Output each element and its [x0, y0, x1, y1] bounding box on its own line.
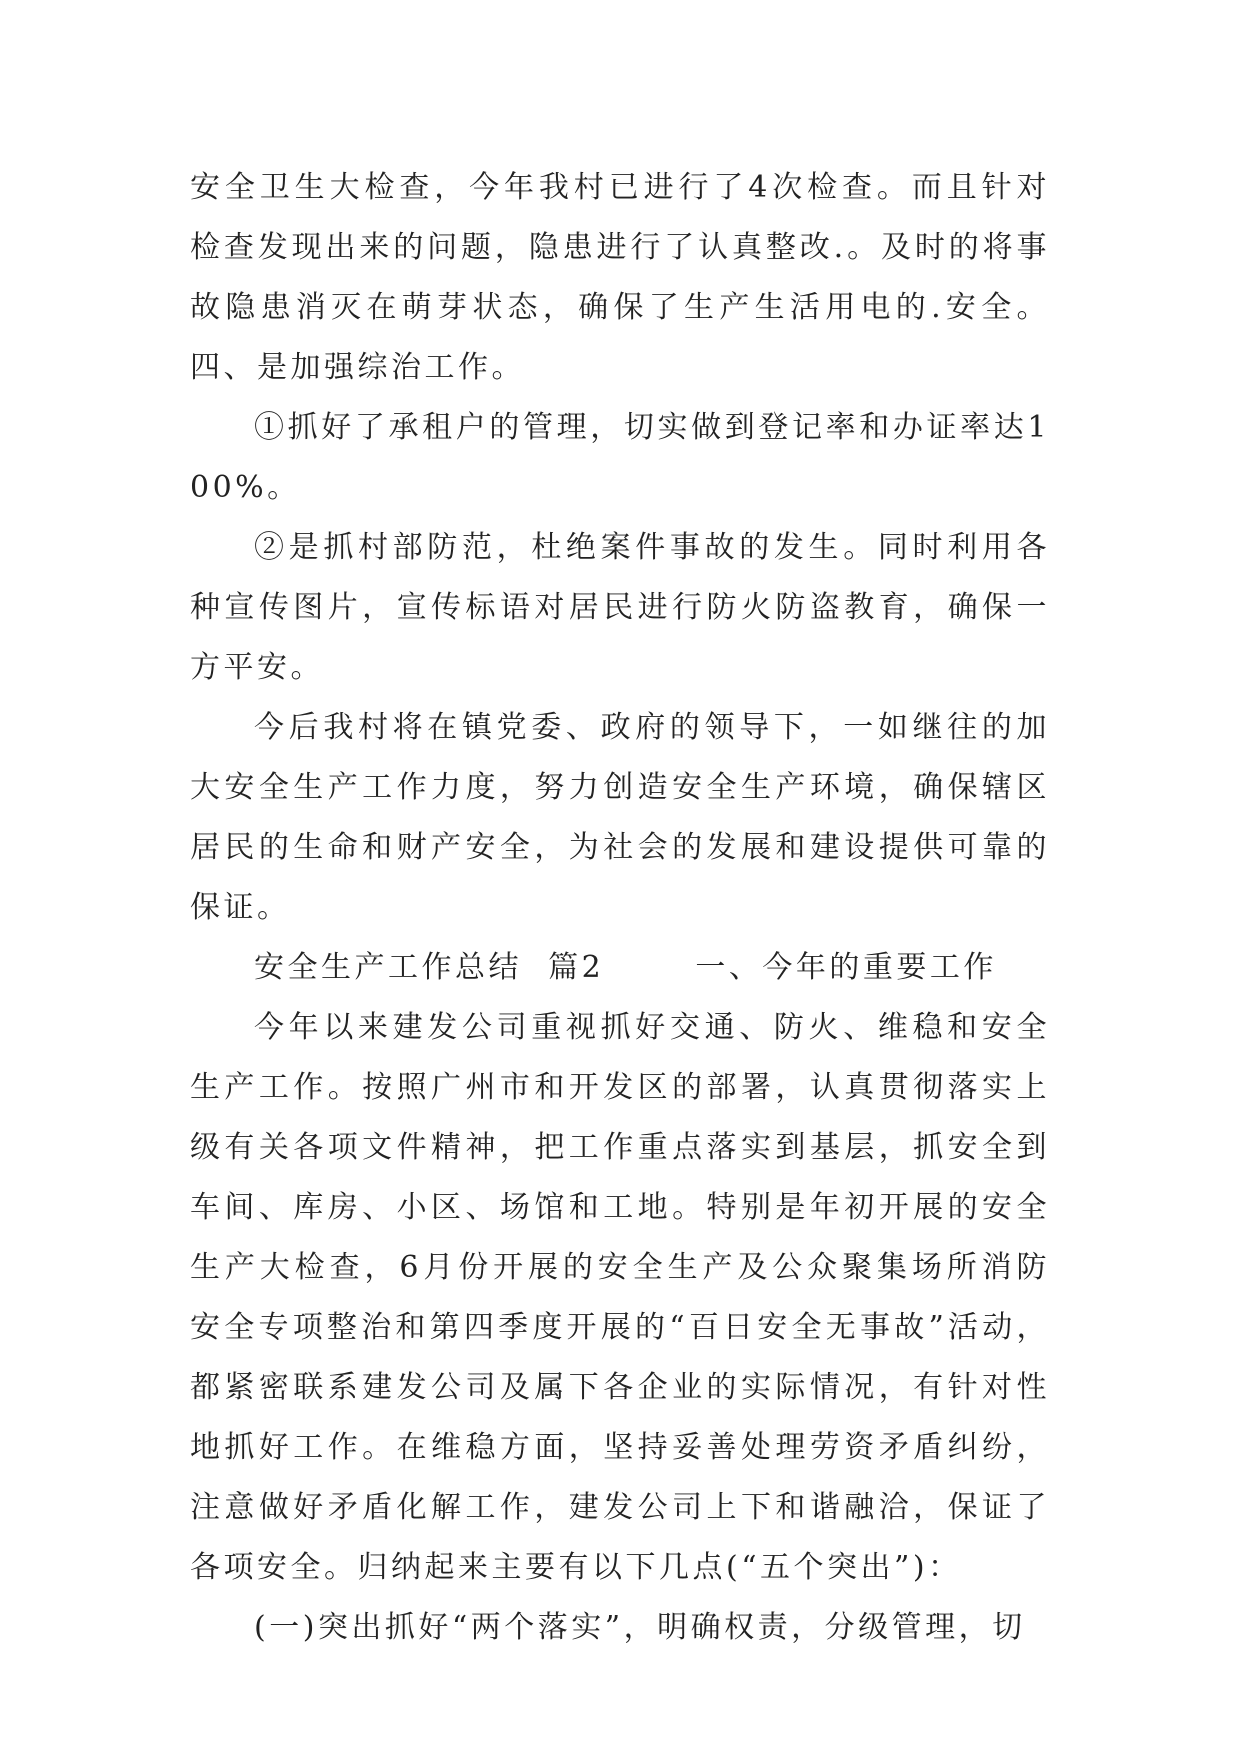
paragraph-future-plan: 今后我村将在镇党委、政府的领导下，一如继往的加大安全生产工作力度，努力创造安全生产环境，确保辖区居民的生命和财产安全，为社会的发展和建设提供可靠的保证。	[190, 710, 1050, 925]
paragraph-first-point: (一)突出抓好“两个落实”，明确权责，分级管理，切	[254, 1610, 1026, 1645]
paragraph-village-prevention: ②是抓村部防范，杜绝案件事故的发生。同时利用各种宣传图片，宣传标语对居民进行防火防盗教育，确保一方平安。	[190, 530, 1050, 685]
paragraph-tenant-management: ①抓好了承租户的管理，切实做到登记率和办证率达100%。	[190, 410, 1050, 505]
section-heading-part-2: 安全生产工作总结 篇2 一、今年的重要工作	[254, 950, 997, 985]
paragraph-company-overview: 今年以来建发公司重视抓好交通、防火、维稳和安全生产工作。按照广州市和开发区的部署，认真贯彻落实上级有关各项文件精神，把工作重点落实到基层，抓安全到车间、库房、小区、场馆和工地。特别是年初开展的安全生产大检查，6月份开展的安全生产及公众聚集场所消防安全专项整治和第四季度开展的“百日安全无事故”活动，都紧密联系建发公司及属下各企业的实际情况，有针对性地抓好工作。在维稳方面，坚持妥善处理劳资矛盾纠纷，注意做好矛盾化解工作，建发公司上下和谐融洽，保证了各项安全。归纳起来主要有以下几点(“五个突出”)：	[190, 1010, 1050, 1585]
paragraph-inspection-summary: 安全卫生大检查，今年我村已进行了4次检查。而且针对检查发现出来的问题，隐患进行了认真整改.。及时的将事故隐患消灭在萌芽状态，确保了生产生活用电的.安全。四、是加强综治工作。	[190, 170, 1050, 385]
document-body	[190, 158, 1050, 1658]
